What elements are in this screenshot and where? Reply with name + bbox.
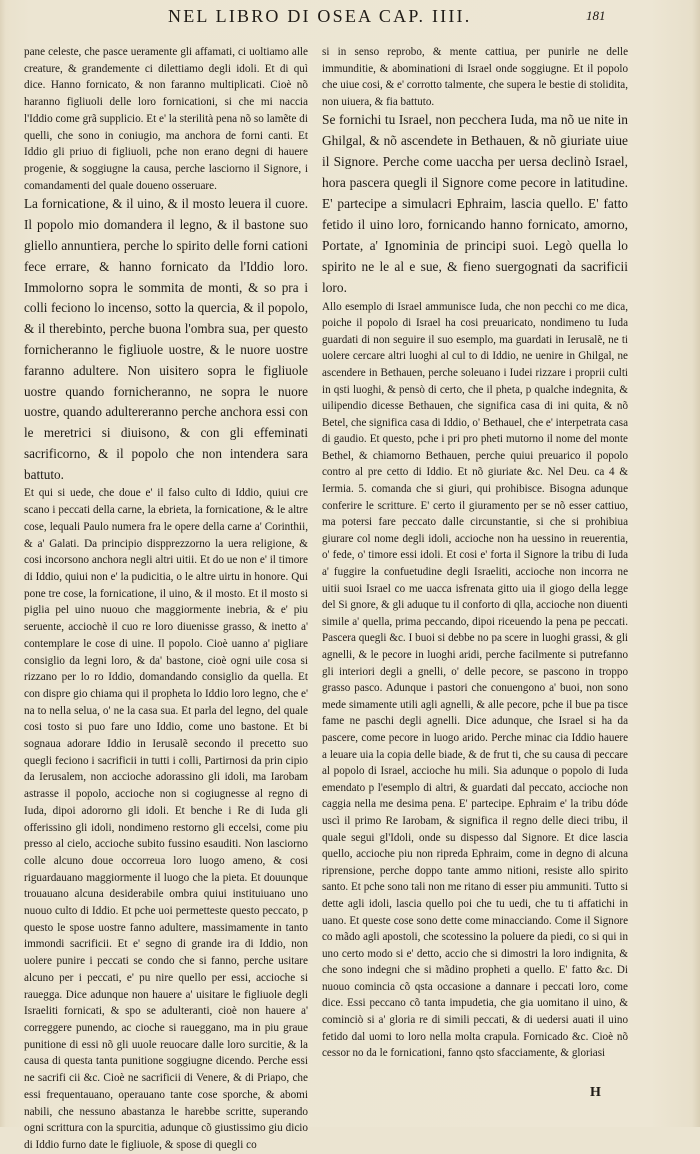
page-number: 181 <box>586 8 606 23</box>
commentary-paragraph: Et qui si uede, che doue e' il falso culto di Iddio, quiui cre scano i peccati della carne, la ebrieta, la fornicatione, & le altre cose, lequali Paulo numera fra le opere della carne a' Corinthii, & a' Galati. Da principio dispprezzorno la uera religione, & cosi incorsono anchora negli altri uitii. Et do ue non e' il timore di Iddio, quiui non e' la pudicitia, o le altre uirtu in honore. Qui pone tre cose, la fornicatione, il uino, & il mosto. Et il mosto si piglia pel uino nuouo che maggiormente inebria, & e' piu seruente, acciochè il cuo re loro diuenisse grasso, & inetto a' contemplare le cose di uine. Il popolo. Cioè uanno a' pigliare consiglio da legni loro, & da' bastone, cioè ogni uile cosa si rizzano per lo ro Iddio, domandando consiglio da quella. Et con dispre gio chiama qui il propheta lo Iddio loro legno, che e' na to nella selua, o' ne la casa sua. Et parla del legno, del quale cosi tosto si puo fare uno Iddio, come uno bastone. Et bi sognaua adorare Iddio in Ierusalẽ secondo il precetto suo quegli feciono i sacrificii in tutti i colli, Partirnosi da prin cipio da Ierusalem, non accioche adorassino gli idoli, ma Iarobam astrasse il popolo, accioche non si cogiugnesse al regno di Iuda, dipoi adororno gli idoli. Et benche i Re di Iuda gli offerissino gli idoli, nondimeno restorno gli eccelsi, come piu presso al cielo, accioche subito fussino esauditi. Non lasciorno colle alcuno doue occorreua loro luogo ameno, & cosi riguardauano maggiormente il luogo che la pieta. Et douunque trouauano alcuna desiderabile ombra quiui instituiuano uno nuouo culto di Iddio. Et pche uoi permetteste questo peccato, p questo le spose uostre fanno adultere, massimamente in tanto immondi sacrificii. Et e' segno di grande ira di Iddio, non uolere punire i peccati se condo che si fanno, perche usitare alcuno per i peccati, e' pu nire quello per essi, accioche si rauegga. Dice adunque non hauere a' uisitare le figliuole degli Israeliti fornicati, & spo se adulteranti, cioè non hauere a' correggere punendo, ac cioche si raueggano, ma in piu graue punitione di essi nõ gli uuole reuocare dalle loro surcitie, & la causa di questa tanta punitione soggiugne dicendo. Perche essi ne sacrifi cii &c. Cioè ne sacrificii di Venere, & di Priapo, che essi frequentauano, operauano tante cose sporche, & abomi nabili, che nessuno abastanza le harebbe scritte, superando ogni scrittura con la spurcitia, adunque cõ giustissimo giu dicio di Iddio furno date le figliuole, & spose di quegli co <box>24 487 308 1151</box>
scripture-text: Se fornichi tu Israel, non pecchera Iuda, ma nõ ue nite in Ghilgal, & nõ ascendete in Bethauen, & nõ giuriate uiue il Signore. Perche come uaccha per uersa declinò Israel, hora pascera quegli il Signore come pecore in latitudine. E' partecipe a simulacri Ephraim, lascia quello. E' fatto fetido il uino loro, fornicando hanno fornicato, amorno, Portate, a' Ignominia de principi suoi. Legò quella lo spirito ne le al e sue, & fieno suergognati da sacrificii loro. <box>322 112 628 295</box>
left-column <box>24 44 308 1151</box>
scripture-text: La fornicatione, & il uino, & il mosto leuera il cuore. Il popolo mio domandera il legno, & il bastone suo gliello annuntiera, perche lo spirito delle forni cationi fece errare, & hanno fornicato da l'Iddio loro. Immolorno sopra le sommita de monti, & so pra i colli feciono lo incenso, sotto la quercia, & il popolo, & il therebinto, perche buona l'ombra sua, per questo fornicheranno le figliuole uostre, & le nuore uostre faranno adultere. Non uisitero sopra le figliuole uostre quando fornicheranno, ne sopra le nuore uostre, quando adultereranno perche anchora essi con le meretrici si diuisono, & con gli effeminati sacrificorno, & il popolo che non intendera sara battuto. <box>24 196 308 482</box>
commentary-paragraph: si in senso reprobo, & mente cattiua, per punirle ne delle immunditie, & abominationi di Israel onde soggiugne. Et il popolo che uiue cosi, & e' corrotto talmente, che supera le bestie di stolidita, non uiuera, & fia battuto. <box>322 46 628 108</box>
commentary-paragraph: Allo esemplo di Israel ammunisce Iuda, che non pecchi co me dica, poiche il popolo di Israel ha cosi preuaricato, nondimeno tu Iuda guardati di non seguire il suo esemplo, ma guardati in Ierusalẽ, ne ti uolere cercare altri luoghi al cul to di Iddio, ne uenire in Ghilgal, ne ascendere in Bethauen, perche soleuano i Iudei rizzare i proprii culti in qsti luoghi, & pensò di certo, che il pheta, p qualche indegnita, & uilipendio dicesse Bethauen, che significa casa di ini quita, & nõ Betel, che significa casa di Iddio, o' Bethauel, che e' interpetrata casa di gaudio. Et questo, pche i pri pro pheti mutorno il nome del monte Bethel, & chiamorno Bethauen, perche quiui preuarico il popolo contro al pre cetto di Iddio. Et nõ giuriate &c. Nel Deu. ca 4 & Iermia. 5. comanda che si giuri, qui prohibisce. Bisogna adunque conferire le scritture. E' certo il giuramento per se nõ esser cattiuo, ma potersi fare peccato dalle circunstantie, si che si prohibiua giurare col nome degli idoli, accioche non ha uessino in reuerentia, o' fede, o' timore essi idoli. Et cosi e' forta il Signore la tribu di Iuda a' fuggire la confuetudine degli Israeliti, accioche non incorra ne uitii suoi Israel co me uacca isfrenata gitto uia il giogo della legge del Si gnore, & gli aduque tu il conforto di qlla, accioche non diuenti simile a' quella, prima peccando, dipoi riceuendo la pena pe peccati. Pascera quegli &c. I buoi si debbe no pa scere in luoghi grassi, & gli agnelli, & le pecore in luoghi aridi, perche facilmente si putrefanno gli interiori degli a gnelli, o' delle pecore, se pascono in troppo grasso pasco. Adunque i pastori che conuengono a' buoi, non sono mede simamente utili agli agnelli, & alle pecore, pche il bue pa tisce fame ne paschi degli agnelli. Dice adunque, che Israel si ha da pascere, come pecore in luogo arido. Perche minac cia Iddio hauere a leuare uia la copia delle biade, & de frut ti, che su causa di peccare al popolo di Israel, accioche hu mili. Sia adunque o popolo di Iuda emendato p l'esemplo di altri, & guardati dal peccato, accioche non caggia nella me desima pena. E' partecipe. Ephraim e' la tribu dóde uscì il primo Re Iarobam, & significa il regno delle dieci tribu, il quale segui gl'Idoli, onde su dispesso dal Signore. Et dice lascia quello, accioche piu non ripreda Ephraim, come in degno di alcuna riprensione, perche doppo tante ammo nitioni, resiste allo spirito santo. Et pche sono tali non me ritano di esser piu ammuniti. Tutto si dette agli idoli, lascia quello poi che tu uedi, che tu ti affatichi in uano. Et queste cose sono dette come minacciando. Come il Signore co mãdo agli apostoli, che scotessino la poluere da piedi, co si qui in uno certo modo si e' detto, accio che si dimostri la loro indignita, & che sono indegni che si mãdino propheti a quello. E' fatto &c. Di nuouo comincia cõ qsta occasione a dannare i peccati loro, come dice. Essi peccano cõ tanta impudetia, che gia uomitano il uino, & cominciò si a' gloria re di simili peccati, & di uedersi auati il uino fetido dal uomi to loro nella molta crapula. Fornicado &c. Cioè nõ cessor no da le fornicationi, fanno qsto sfacciamente, & gloriasi <box>322 300 628 1060</box>
commentary-paragraph: pane celeste, che pasce ueramente gli affamati, ci uoltiamo alle creature, & grandemente ci dilettiamo degli idoli. Et di quì dice. Hanno fornicato, & non faranno multiplicati. Cioè nõ haranno figliuoli delle loro fornicationi, si che mi naccia l'Iddio come grã supplicio. Et e' la sterilità pena nõ so lamẽte di quelli, che sono in coniugio, ma anchora de forni canti. Et Iddio gli priuo di figliuoli, pche non erano degni di hauere progenie, & soggiugne la causa, perche lasciorno il Signore, i comandamenti del quale doueno osseruare. <box>24 46 308 192</box>
signature-mark: H <box>590 1085 601 1100</box>
running-head <box>0 4 700 34</box>
right-column <box>322 44 628 1090</box>
running-head-title: NEL LIBRO DI OSEA CAP. IIII. <box>168 6 472 26</box>
